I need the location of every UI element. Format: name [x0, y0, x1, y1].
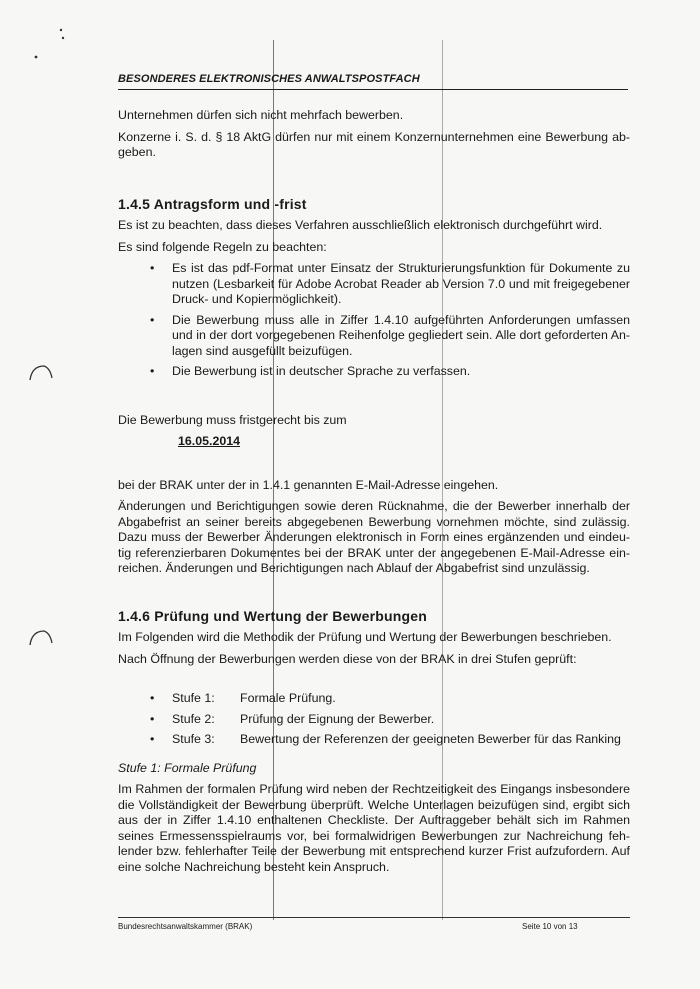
stufe-text: Formale Prüfung. [240, 691, 336, 705]
section-heading-1-4-5: 1.4.5 Antragsform und -frist [118, 195, 307, 212]
stufe-text: Bewertung der Referenzen der geeigneten Bewerber für das Ranking [240, 732, 621, 746]
list-item: • Die Bewerbung muss alle in Ziffer 1.4.10 aufgeführten Anforderungen umfassen und in der dort vorgegebenen Reihenfolge gegliedert sein. Alle dort geforderten Anlagen sind ausgefüllt beizufügen. [118, 313, 630, 360]
page-number: Seite 10 von 13 [522, 922, 578, 931]
stufe-label: • Stufe 1: [172, 691, 215, 705]
section-145-paragraph-1: Es ist zu beachten, dass dieses Verfahren ausschließlich elektronisch durchgeführt wird. [118, 218, 603, 232]
intro-paragraph-1: Unternehmen dürfen sich nicht mehrfach bewerben. [118, 108, 404, 122]
deadline-intro: Die Bewerbung muss fristgerecht bis zum [118, 412, 347, 427]
page-content [118, 108, 630, 881]
section-heading-1-4-6: 1.4.6 Prüfung und Wertung der Bewerbungen [118, 607, 427, 624]
section-146-paragraph-3: Im Rahmen der formalen Prüfung wird neben der Rechtzeitigkeit des Eingangs insbesondere die Vollständigkeit der Bewerbung überprüft. Welche Unterlagen beizufügen sind, ergibt sich aus der in Ziffer 1.4.10 enthaltenen Checkliste. Der Auftraggeber behält sich im Rahmen seines Ermessensspielraums vor, bei formalwidrigen Bewerbungen zur Nachreichung fehlender bzw. fehlerhafter Teile der Bewerbung mit entsprechend kurzer Frist aufzufordern. Auf eine solche Nachreichung besteht kein Anspruch. [118, 782, 630, 874]
page-header: BESONDERES ELEKTRONISCHES ANWALTSPOSTFACH [118, 73, 628, 90]
list-item [118, 712, 630, 728]
stufe-text: Prüfung der Eignung der Bewerber. [240, 711, 435, 726]
list-item [118, 691, 630, 707]
page-footer [118, 917, 630, 931]
intro-paragraph-2: Konzerne i. S. d. § 18 AktG dürfen nur mit einem Konzernunternehmen eine Bewerbung abgeben. [118, 129, 630, 159]
list-item [118, 732, 630, 748]
stufe-label: • Stufe 2: [172, 711, 215, 726]
deadline-date: 16.05.2014 [178, 434, 241, 448]
section-146-paragraph-2: Nach Öffnung der Bewerbungen werden diese von der BRAK in drei Stufen geprüft: [118, 651, 577, 666]
section-145-paragraph-2: Es sind folgende Regeln zu beachten: [118, 239, 327, 254]
list-item: • Es ist das pdf-Format unter Einsatz der Strukturierungsfunktion für Dokumente zu nutzen (Lesbarkeit für Adobe Acrobat Reader ab Version 7.0 und mit freigegebener Druck- und Kopiermöglichkeit). [118, 261, 630, 308]
rules-list [118, 261, 630, 380]
footer-organization: Bundesrechtsanwaltskammer (BRAK) [118, 922, 253, 931]
section-145-paragraph-3: bei der BRAK unter der in 1.4.1 genannten E-Mail-Adresse eingehen. [118, 477, 499, 492]
list-item: • Die Bewerbung ist in deutscher Sprache zu verfassen. [118, 364, 630, 380]
section-146-paragraph-1: Im Folgenden wird die Methodik der Prüfung und Wertung der Bewerbungen beschrieben. [118, 630, 612, 644]
section-145-paragraph-4: Änderungen und Berichtigungen sowie deren Rücknahme, die der Bewerber innerhalb der Abgabefrist an seiner bereits abgegebenen Bewerbung vornehmen möchte, sind zulässig. Dazu muss der Bewerber Änderungen elektronisch in Form eines ergänzenden und eindeutig referenzierbaren Dokumentes bei der BRAK unter der angegebenen E-Mail-Adresse einreichen. Änderungen und Berichtigungen nach Ablauf der Abgabefrist sind unzulässig. [118, 499, 630, 575]
stufe-label: • Stufe 3: [172, 732, 215, 746]
sub-heading-stufe-1: Stufe 1: Formale Prüfung [118, 760, 257, 775]
stufen-list [118, 691, 630, 748]
